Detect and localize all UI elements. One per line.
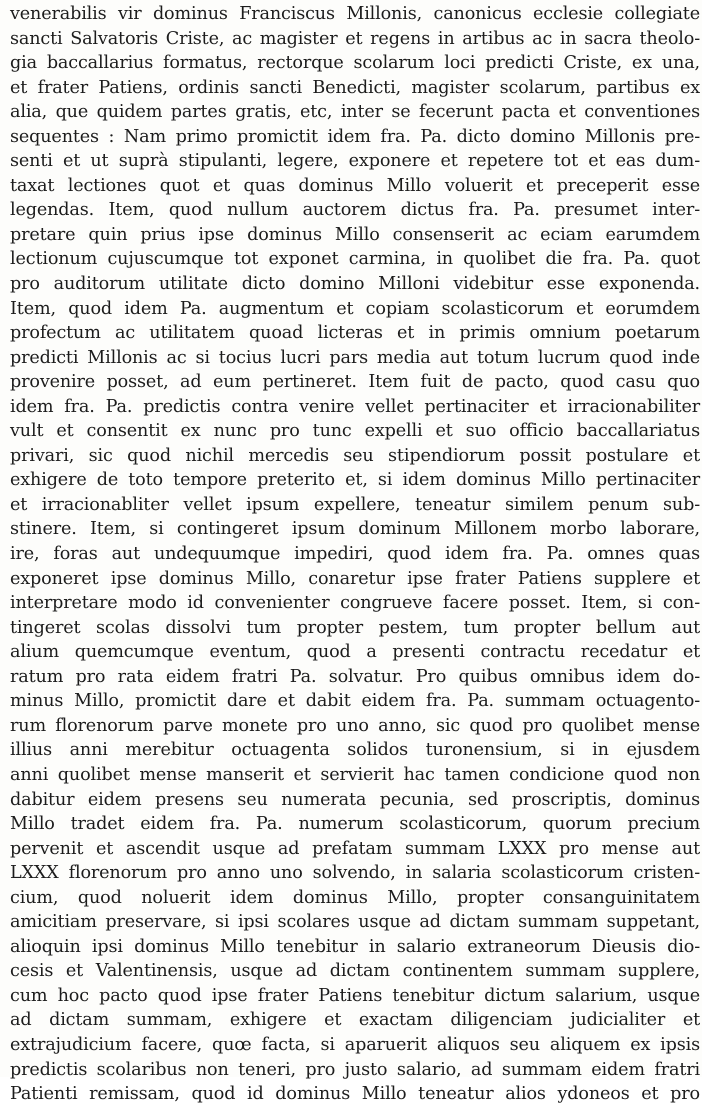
text-line: interpretare modo id convenienter congrueve facere posset. Item, si con- [10, 593, 700, 614]
text-line: et frater Patiens, ordinis sancti Benedicti, magister scolarum, partibus ex [10, 77, 700, 98]
text-line: pervenit et ascendit usque ad prefatam summam LXXX pro mense aut [10, 838, 700, 859]
text-line: predicti Millonis ac si tocius lucri pars media aut totum lucrum quod inde [10, 347, 700, 368]
text-line: Millo tradet eidem fra. Pa. numerum scolasticorum, quorum precium [10, 814, 700, 835]
text-line: Item, quod idem Pa. augmentum et copiam scolasticorum et eorumdem [10, 298, 700, 319]
text-line: cum hoc pacto quod ipse frater Patiens tenebitur dictum salarium, usque [10, 985, 700, 1006]
text-line: illius anni merebitur octuagenta solidos turonensium, si in ejusdem [10, 740, 700, 761]
text-line: alium quemcumque eventum, quod a presenti contractu recedatur et [10, 642, 700, 663]
text-line: stinere. Item, si contingeret ipsum dominum Millonem morbo laborare, [10, 519, 700, 540]
text-line: alia, que quidem partes gratis, etc, inter se fecerunt pacta et conventiones [10, 102, 700, 123]
text-line: predictis scolaribus non teneri, pro justo salario, ad summam eidem fratri [10, 1059, 700, 1080]
text-line: provenire posset, ad eum pertineret. Item fuit de pacto, quod casu quo [10, 372, 700, 393]
text-line: cesis et Valentinensis, usque ad dictam continentem summam supplere, [10, 961, 700, 982]
text-line: senti et ut suprà stipulanti, legere, exponere et repetere tot et eas dum- [10, 151, 700, 172]
body-text [10, 2, 700, 1107]
text-line: minus Millo, promictit dare et dabit eidem fra. Pa. summam octuagento- [10, 691, 700, 712]
text-line: alioquin ipsi dominus Millo tenebitur in salario extraneorum Dieusis dio- [10, 936, 700, 957]
text-line: extrajudicium facere, quœ facta, si aparuerit aliquos seu aliquem ex ipsis [10, 1034, 700, 1055]
text-line: anni quolibet mense manserit et servierit hac tamen condicione quod non [10, 764, 700, 785]
text-line: amicitiam preservare, si ipsi scolares usque ad dictam summam suppetant, [10, 912, 700, 933]
text-line: ad dictam summam, exhigere et exactam diligenciam judicialiter et [10, 1010, 700, 1031]
text-line: idem fra. Pa. predictis contra venire vellet pertinaciter et irracionabiliter [10, 396, 700, 417]
text-line: lectionum cujuscumque tot exponet carmina, in quolibet die fra. Pa. quot [10, 249, 700, 270]
text-line: ire, foras aut undequumque impediri, quod idem fra. Pa. omnes quas [10, 544, 700, 565]
text-line: venerabilis vir dominus Franciscus Millonis, canonicus ecclesie collegiate [10, 4, 700, 24]
text-line: LXXX florenorum pro anno uno solvendo, in salaria scolasticorum cristen- [10, 863, 700, 884]
text-line: pretare quin prius ipse dominus Millo consenserit ac eciam earumdem [10, 224, 700, 245]
text-line: Patienti remissam, quod id dominus Millo teneatur alios ydoneos et pro [10, 1084, 700, 1105]
text-line: profectum ac utilitatem quoad licteras et in primis omnium poetarum [10, 323, 700, 344]
text-line: dabitur eidem presens seu numerata pecunia, sed proscriptis, dominus [10, 789, 700, 810]
text-line: gia baccallarius formatus, rectorque scolarum loci predicti Criste, ex una, [10, 53, 700, 74]
text-line: et irracionabliter vellet ipsum expellere, teneatur similem penum sub- [10, 494, 700, 515]
text-line: ratum pro rata eidem fratri Pa. solvatur. Pro quibus omnibus idem do- [10, 666, 700, 687]
text-line: taxat lectiones quot et quas dominus Millo voluerit et preceperit esse [10, 175, 700, 196]
text-line: vult et consentit ex nunc pro tunc expelli et suo officio baccallariatus [10, 421, 700, 442]
text-line: tingeret scolas dissolvi tum propter pestem, tum propter bellum aut [10, 617, 700, 638]
text-line: sequentes : Nam primo promictit idem fra. Pa. dicto domino Millonis pre- [10, 126, 700, 147]
text-line: cium, quod noluerit idem dominus Millo, propter consanguinitatem [10, 887, 700, 908]
text-line: privari, sic quod nichil mercedis seu stipendiorum possit postulare et [10, 445, 700, 466]
text-line: legendas. Item, quod nullum auctorem dictus fra. Pa. presumet inter- [10, 200, 700, 221]
text-line: pro auditorum utilitate dicto domino Milloni videbitur esse exponenda. [10, 274, 700, 295]
text-line: rum florenorum parve monete pro uno anno, sic quod pro quolibet mense [10, 715, 700, 736]
text-line: exponeret ipse dominus Millo, conaretur ipse frater Patiens supplere et [10, 568, 700, 589]
text-line: exhigere de toto tempore preterito et, si idem dominus Millo pertinaciter [10, 470, 700, 491]
text-line: sancti Salvatoris Criste, ac magister et regens in artibus ac in sacra theolo- [10, 28, 700, 49]
